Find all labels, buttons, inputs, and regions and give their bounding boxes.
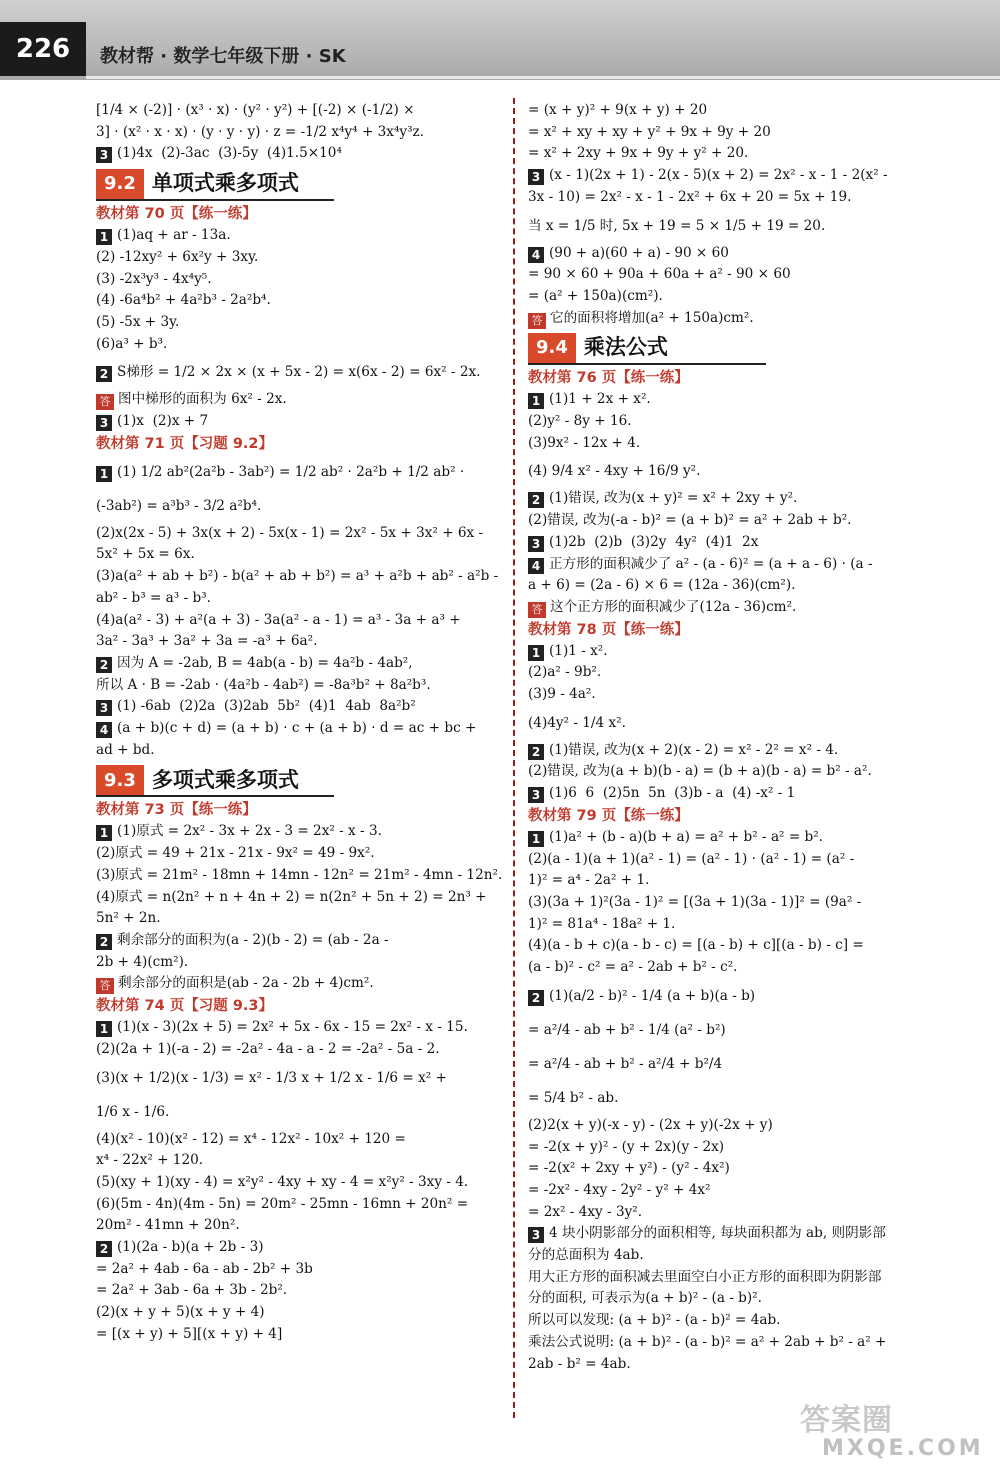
line-text: = 90 × 60 + 90a + 60a + a² - 90 × 60 <box>528 266 791 283</box>
line-text: (4) 9/4 x² - 4xy + 16/9 y². <box>528 463 701 480</box>
section-title: 单项式乘多项式 <box>151 171 299 196</box>
question-number-badge: 2 <box>528 492 544 508</box>
solution-line <box>528 165 940 187</box>
solution-line <box>528 209 940 243</box>
line-text: (3)(x + 1/2)(x - 1/3) = x² - 1/3 x + 1/2 x - 1/6 = x² + <box>96 1069 447 1086</box>
solution-line <box>96 334 506 356</box>
question-number-badge: 2 <box>96 366 112 382</box>
line-text: (2)a² - 9b². <box>528 664 602 681</box>
line-text: = 2a² + 3ab - 6a + 3b - 2b². <box>96 1282 288 1299</box>
exercise-subheading: 教材第 79 页【练一练】 <box>528 807 689 824</box>
line-text: 3a² - 3a³ + 3a² + 3a = -a³ + 6a². <box>96 633 318 650</box>
solution-line <box>96 1237 506 1259</box>
question-number-badge: 1 <box>528 645 544 661</box>
line-text: 乘法公式说明: (a + b)² - (a - b)² = a² + 2ab + b² - a² + <box>528 1333 887 1350</box>
page-header <box>0 0 1000 80</box>
line-text: ad + bd. <box>96 741 155 758</box>
solution-line <box>96 718 506 740</box>
line-text: = a²/4 - ab + b² - a²/4 + b²/4 <box>528 1055 723 1072</box>
solution-line <box>96 100 506 122</box>
solution-line <box>96 821 506 843</box>
question-number-badge: 3 <box>528 169 544 185</box>
section-heading <box>528 333 766 365</box>
line-text: (1)1 + 2x + x². <box>549 391 651 408</box>
question-number-badge: 3 <box>96 147 112 163</box>
line-text: (2)x(2x - 5) + 3x(x + 2) - 5x(x - 1) = 2x² - 5x + 3x² + 6x - <box>96 524 484 541</box>
solution-line <box>528 706 940 740</box>
exercise-subheading: 教材第 74 页【习题 9.3】 <box>96 998 274 1015</box>
solution-line <box>96 631 506 653</box>
header-rule <box>86 76 1000 79</box>
solution-line <box>96 566 506 588</box>
solution-line <box>528 532 940 554</box>
answer-line <box>96 973 506 995</box>
solution-line <box>528 740 940 762</box>
answer-line <box>96 389 506 411</box>
solution-line <box>528 1180 940 1202</box>
watermark-logo: 答案圈 <box>800 1403 893 1438</box>
line-text: = [(x + y) + 5][(x + y) + 4] <box>96 1325 283 1342</box>
solution-line <box>96 1039 506 1061</box>
question-number-badge: 4 <box>96 722 112 738</box>
solution-line <box>96 122 506 144</box>
solution-line <box>96 740 506 762</box>
line-text: (1)aq + ar - 13a. <box>117 227 231 244</box>
line-text: (5) -5x + 3y. <box>96 313 180 330</box>
solution-line <box>528 1081 940 1115</box>
solution-line <box>528 783 940 805</box>
line-text: (4)4y² - 1/4 x². <box>528 714 626 731</box>
section-heading <box>96 169 334 201</box>
line-text: S梯形 = 1/2 × 2x × (x + 5x - 2) = x(6x - 2) = 6x² - 2x. <box>117 364 481 381</box>
section-number: 9.2 <box>96 169 144 199</box>
line-text: = -2(x² + 2xy + y²) - (y² - 4x²) <box>528 1160 730 1177</box>
solution-line <box>96 290 506 312</box>
line-text: 1)² = a⁴ - 2a² + 1. <box>528 872 650 889</box>
solution-line <box>528 827 940 849</box>
line-text: (1)错误, 改为(x + y)² = x² + 2xy + y². <box>549 490 798 507</box>
line-text: 剩余部分的面积为(a - 2)(b - 2) = (ab - 2a - <box>117 931 389 948</box>
line-text: (1)x (2)x + 7 <box>117 413 209 430</box>
answer-badge: 答 <box>528 313 546 329</box>
solution-line <box>528 143 940 165</box>
line-text: (1) 1/2 ab²(2a²b - 3ab²) = 1/2 ab² · 2a²b + 1/2 ab² · <box>117 463 465 480</box>
solution-line <box>96 1194 506 1216</box>
solution-line <box>528 243 940 265</box>
solution-line <box>96 865 506 887</box>
line-text: (2)错误, 改为(a + b)(b - a) = (b + a)(b - a) = b² - a². <box>528 763 872 780</box>
line-text: x⁴ - 22x² + 120. <box>96 1152 204 1169</box>
section-number: 9.4 <box>528 333 576 363</box>
solution-line <box>96 143 506 165</box>
solution-line <box>96 610 506 632</box>
question-number-badge: 2 <box>528 744 544 760</box>
solution-line <box>528 979 940 1013</box>
left-column <box>96 100 506 1346</box>
section-heading <box>96 765 334 797</box>
solution-line <box>96 1150 506 1172</box>
line-text: (4)(a - b + c)(a - b - c) = [(a - b) + c][(a - b) - c] = <box>528 937 864 954</box>
line-text: (2)(2a + 1)(-a - 2) = -2a² - 4a - a - 2 = -2a² - 5a - 2. <box>96 1040 440 1057</box>
solution-line <box>96 269 506 291</box>
section-number: 9.3 <box>96 765 144 795</box>
line-text: (5)(xy + 1)(xy - 4) = x²y² - 4xy + xy - 4 = x²y² - 3xy - 4. <box>96 1173 469 1190</box>
line-text: = 2a² + 4ab - 6a - ab - 2b² + 3b <box>96 1260 313 1277</box>
section-title: 多项式乘多项式 <box>151 767 299 792</box>
solution-line <box>528 264 940 286</box>
line-text: (a - b)² - c² = a² - 2ab + b² - c². <box>528 959 738 976</box>
line-text: (1)1 - x². <box>549 642 608 659</box>
exercise-subheading: 教材第 70 页【练一练】 <box>96 206 257 223</box>
solution-line <box>528 849 940 871</box>
line-text: 所以可以发现: (a + b)² - (a - b)² = 4ab. <box>528 1312 781 1329</box>
solution-line <box>96 952 506 974</box>
solution-line <box>528 761 940 783</box>
line-text: [1/4 × (-2)] · (x³ · x) · (y² · y²) + [(-2) × (-1/2) × <box>96 102 415 118</box>
solution-line <box>96 247 506 269</box>
solution-line <box>96 411 506 433</box>
line-text: = 5/4 b² - ab. <box>528 1089 619 1106</box>
question-number-badge: 3 <box>528 787 544 803</box>
line-text: (2)2(x + y)(-x - y) - (2x + y)(-2x + y) <box>528 1116 773 1133</box>
line-text: (-3ab²) = a³b³ - 3/2 a²b⁴. <box>96 497 262 514</box>
line-text: = x² + 2xy + 9x + 9y + y² + 20. <box>528 145 749 162</box>
line-text: (2)y² - 8y + 16. <box>528 413 632 430</box>
line-text: 剩余部分的面积是(ab - 2a - 2b + 4)cm². <box>118 975 374 992</box>
solution-line <box>528 286 940 308</box>
line-text: = -2x² - 4xy - 2y² - y² + 4x² <box>528 1181 711 1198</box>
solution-line <box>96 1280 506 1302</box>
line-text: 1)² = 81a⁴ - 18a² + 1. <box>528 915 676 932</box>
line-text: 3x - 10) = 2x² - x - 1 - 2x² + 6x + 20 = 5x + 19. <box>528 188 852 205</box>
page-number: 226 <box>0 22 86 76</box>
line-text: (2)(a - 1)(a + 1)(a² - 1) = (a² - 1) · (a² - 1) = (a² - <box>528 850 855 867</box>
solution-line <box>96 908 506 930</box>
line-text: (1)原式 = 2x² - 3x + 2x - 3 = 2x² - x - 3. <box>117 823 382 840</box>
question-number-badge: 2 <box>96 657 112 673</box>
question-number-badge: 3 <box>96 415 112 431</box>
exercise-subheading: 教材第 78 页【练一练】 <box>528 621 689 638</box>
solution-line <box>528 100 940 122</box>
line-text: 3] · (x² · x · x) · (y · y · y) · z = -1/2 x⁴y⁴ + 3x⁴y³z. <box>96 123 425 140</box>
solution-line <box>528 1354 940 1376</box>
line-text: 2b + 4)(cm²). <box>96 953 189 970</box>
solution-line <box>528 1288 940 1310</box>
line-text: = 2x² - 4xy - 3y². <box>528 1203 643 1220</box>
line-text: (3)9 - 4a². <box>528 686 596 703</box>
solution-line <box>528 575 940 597</box>
line-text: (1) -6ab (2)2a (3)2ab 5b² (4)1 4ab 8a²b² <box>117 698 416 715</box>
line-text: (90 + a)(60 + a) - 90 × 60 <box>549 244 729 261</box>
question-number-badge: 1 <box>96 466 112 482</box>
exercise-subheading: 教材第 73 页【练一练】 <box>96 802 257 819</box>
solution-line <box>96 1061 506 1095</box>
question-number-badge: 4 <box>528 247 544 263</box>
line-text: (1)4x (2)-3ac (3)-5y (4)1.5×10⁴ <box>117 145 342 162</box>
solution-line <box>96 675 506 697</box>
line-text: (2)原式 = 49 + 21x - 21x - 9x² = 49 - 9x². <box>96 845 375 862</box>
line-text: 图中梯形的面积为 6x² - 2x. <box>118 391 287 408</box>
line-text: 分的面积, 可表示为(a + b)² - (a - b)². <box>528 1290 762 1307</box>
solution-line <box>96 523 506 545</box>
line-text: (3)a(a² + ab + b²) - b(a² + ab + b²) = a³ + a²b + ab² - a²b - <box>96 568 499 585</box>
line-text: = -2(x + y)² - (y + 2x)(y - 2x) <box>528 1138 725 1155</box>
solution-line <box>96 355 506 389</box>
solution-line <box>528 641 940 663</box>
solution-line <box>528 1223 940 1245</box>
line-text: 4 块小阴影部分的面积相等, 每块面积都为 ab, 则阴影部 <box>549 1225 886 1242</box>
solution-line <box>96 930 506 952</box>
solution-line <box>96 588 506 610</box>
line-text: 正方形的面积减少了 a² - (a - 6)² = (a + a - 6) · (a - <box>549 555 873 572</box>
solution-line <box>528 1310 940 1332</box>
line-text: 这个正方形的面积减少了(12a - 36)cm². <box>550 598 797 615</box>
solution-line <box>96 455 506 489</box>
solution-line <box>96 1215 506 1237</box>
line-text: 当 x = 1/5 时, 5x + 19 = 5 × 1/5 + 19 = 20. <box>528 217 826 234</box>
solution-line <box>528 510 940 532</box>
line-text: (4)(x² - 10)(x² - 12) = x⁴ - 12x² - 10x² + 120 = <box>96 1130 406 1147</box>
line-text: (2)错误, 改为(-a - b)² = (a + b)² = a² + 2ab + b². <box>528 512 852 529</box>
line-text: = (x + y)² + 9(x + y) + 20 <box>528 102 708 118</box>
solution-line <box>96 1129 506 1151</box>
line-text: 分的总面积为 4ab. <box>528 1247 644 1264</box>
line-text: a + 6) = (2a - 6) × 6 = (12a - 36)(cm²). <box>528 577 796 594</box>
line-text: 它的面积将增加(a² + 150a)cm². <box>550 309 754 326</box>
question-number-badge: 3 <box>96 700 112 716</box>
solution-line <box>96 225 506 247</box>
solution-line <box>528 454 940 488</box>
line-text: 1/6 x - 1/6. <box>96 1103 170 1120</box>
solution-line <box>528 1158 940 1180</box>
line-text: (4) -6a⁴b² + 4a²b³ - 2a²b⁴. <box>96 292 271 309</box>
column-divider <box>513 98 515 1418</box>
line-text: (x - 1)(2x + 1) - 2(x - 5)(x + 2) = 2x² - x - 1 - 2(x² - <box>549 167 888 184</box>
line-text: (4)原式 = n(2n² + n + 4n + 2) = n(2n² + 5n + 2) = 2n³ + <box>96 888 487 905</box>
line-text: 5n² + 2n. <box>96 910 161 927</box>
solution-line <box>528 1332 940 1354</box>
answer-line <box>528 308 940 330</box>
line-text: (1)a² + (b - a)(b + a) = a² + b² - a² = b². <box>549 828 823 845</box>
line-text: = (a² + 150a)(cm²). <box>528 287 663 304</box>
solution-line <box>528 957 940 979</box>
line-text: 5x² + 5x = 6x. <box>96 546 195 563</box>
question-number-badge: 1 <box>96 825 112 841</box>
solution-line <box>528 1267 940 1289</box>
solution-line <box>96 843 506 865</box>
solution-line <box>528 684 940 706</box>
solution-line <box>96 1095 506 1129</box>
question-number-badge: 1 <box>96 1021 112 1037</box>
solution-line <box>528 554 940 576</box>
book-title: 教材帮 · 数学七年级下册 · SK <box>100 46 346 67</box>
solution-line <box>528 935 940 957</box>
solution-line <box>528 1047 940 1081</box>
question-number-badge: 1 <box>528 831 544 847</box>
watermark-url: MXQE.COM <box>822 1436 984 1461</box>
line-text: (3)原式 = 21m² - 18mn + 14mn - 12n² = 21m² - 4mn - 12n². <box>96 866 503 883</box>
line-text: (2) -12xy² + 6x²y + 3xy. <box>96 248 259 265</box>
line-text: (2)(x + y + 5)(x + y + 4) <box>96 1304 265 1321</box>
question-number-badge: 4 <box>528 558 544 574</box>
solution-line <box>528 1013 940 1047</box>
line-text: (1)2b (2)b (3)2y 4y² (4)1 2x <box>549 533 759 550</box>
line-text: (a + b)(c + d) = (a + b) · c + (a + b) · d = ac + bc + <box>117 720 477 737</box>
question-number-badge: 3 <box>528 1227 544 1243</box>
line-text: (3)(3a + 1)²(3a - 1)² = [(3a + 1)(3a - 1)]² = (9a² - <box>528 893 862 910</box>
line-text: (1)(2a - b)(a + 2b - 3) <box>117 1239 264 1256</box>
line-text: = x² + xy + xy + y² + 9x + 9y + 20 <box>528 123 771 140</box>
solution-line <box>96 887 506 909</box>
solution-line <box>96 1172 506 1194</box>
solution-line <box>96 653 506 675</box>
line-text: 20m² - 41mn + 20n². <box>96 1217 240 1234</box>
line-text: (4)a(a² - 3) + a²(a + 3) - 3a(a² - a - 1) = a³ - 3a + a³ + <box>96 611 461 628</box>
solution-line <box>96 1302 506 1324</box>
solution-line <box>528 187 940 209</box>
line-text: (6)a³ + b³. <box>96 335 168 352</box>
question-number-badge: 3 <box>528 536 544 552</box>
solution-line <box>96 696 506 718</box>
solution-line <box>528 122 940 144</box>
line-text: (3) -2x³y³ - 4x⁴y⁵. <box>96 270 212 287</box>
exercise-subheading: 教材第 71 页【习题 9.2】 <box>96 435 274 452</box>
solution-line <box>96 1324 506 1346</box>
solution-line <box>528 1137 940 1159</box>
question-number-badge: 2 <box>528 990 544 1006</box>
solution-line <box>528 1245 940 1267</box>
answer-line <box>528 597 940 619</box>
solution-line <box>528 914 940 936</box>
line-text: (1)(x - 3)(2x + 5) = 2x² + 5x - 6x - 15 = 2x² - x - 15. <box>117 1019 468 1036</box>
answer-badge: 答 <box>96 978 114 994</box>
line-text: ab² - b³ = a³ - b³. <box>96 589 211 606</box>
question-number-badge: 2 <box>96 1241 112 1257</box>
solution-line <box>96 489 506 523</box>
solution-line <box>96 312 506 334</box>
question-number-badge: 1 <box>528 393 544 409</box>
line-text: (1)(a/2 - b)² - 1/4 (a + b)(a - b) <box>549 987 756 1004</box>
line-text: 所以 A · B = -2ab · (4a²b - 4ab²) = -8a³b² + 8a²b³. <box>96 676 431 693</box>
line-text: (6)(5m - 4n)(4m - 5n) = 20m² - 25mn - 16mn + 20n² = <box>96 1195 469 1212</box>
solution-line <box>528 411 940 433</box>
solution-line <box>528 433 940 455</box>
solution-line <box>528 389 940 411</box>
solution-line <box>96 1259 506 1281</box>
answer-badge: 答 <box>528 602 546 618</box>
line-text: (3)9x² - 12x + 4. <box>528 434 641 451</box>
solution-line <box>96 1017 506 1039</box>
question-number-badge: 1 <box>96 229 112 245</box>
answer-badge: 答 <box>96 394 114 410</box>
line-text: (1)6 6 (2)5n 5n (3)b - a (4) -x² - 1 <box>549 785 796 802</box>
line-text: 2ab - b² = 4ab. <box>528 1355 631 1372</box>
line-text: 因为 A = -2ab, B = 4ab(a - b) = 4a²b - 4ab², <box>117 654 413 671</box>
question-number-badge: 2 <box>96 934 112 950</box>
exercise-subheading: 教材第 76 页【练一练】 <box>528 370 689 387</box>
line-text: (1)错误, 改为(x + 2)(x - 2) = x² - 2² = x² - 4. <box>549 741 839 758</box>
line-text: 用大正方形的面积减去里面空白小正方形的面积即为阴影部 <box>528 1268 882 1285</box>
line-text: = a²/4 - ab + b² - 1/4 (a² - b²) <box>528 1021 726 1038</box>
solution-line <box>528 1115 940 1137</box>
section-title: 乘法公式 <box>583 335 668 360</box>
solution-line <box>528 662 940 684</box>
solution-line <box>528 488 940 510</box>
solution-line <box>528 892 940 914</box>
solution-line <box>528 870 940 892</box>
solution-line <box>96 544 506 566</box>
solution-line <box>528 1202 940 1224</box>
right-column <box>528 100 940 1375</box>
